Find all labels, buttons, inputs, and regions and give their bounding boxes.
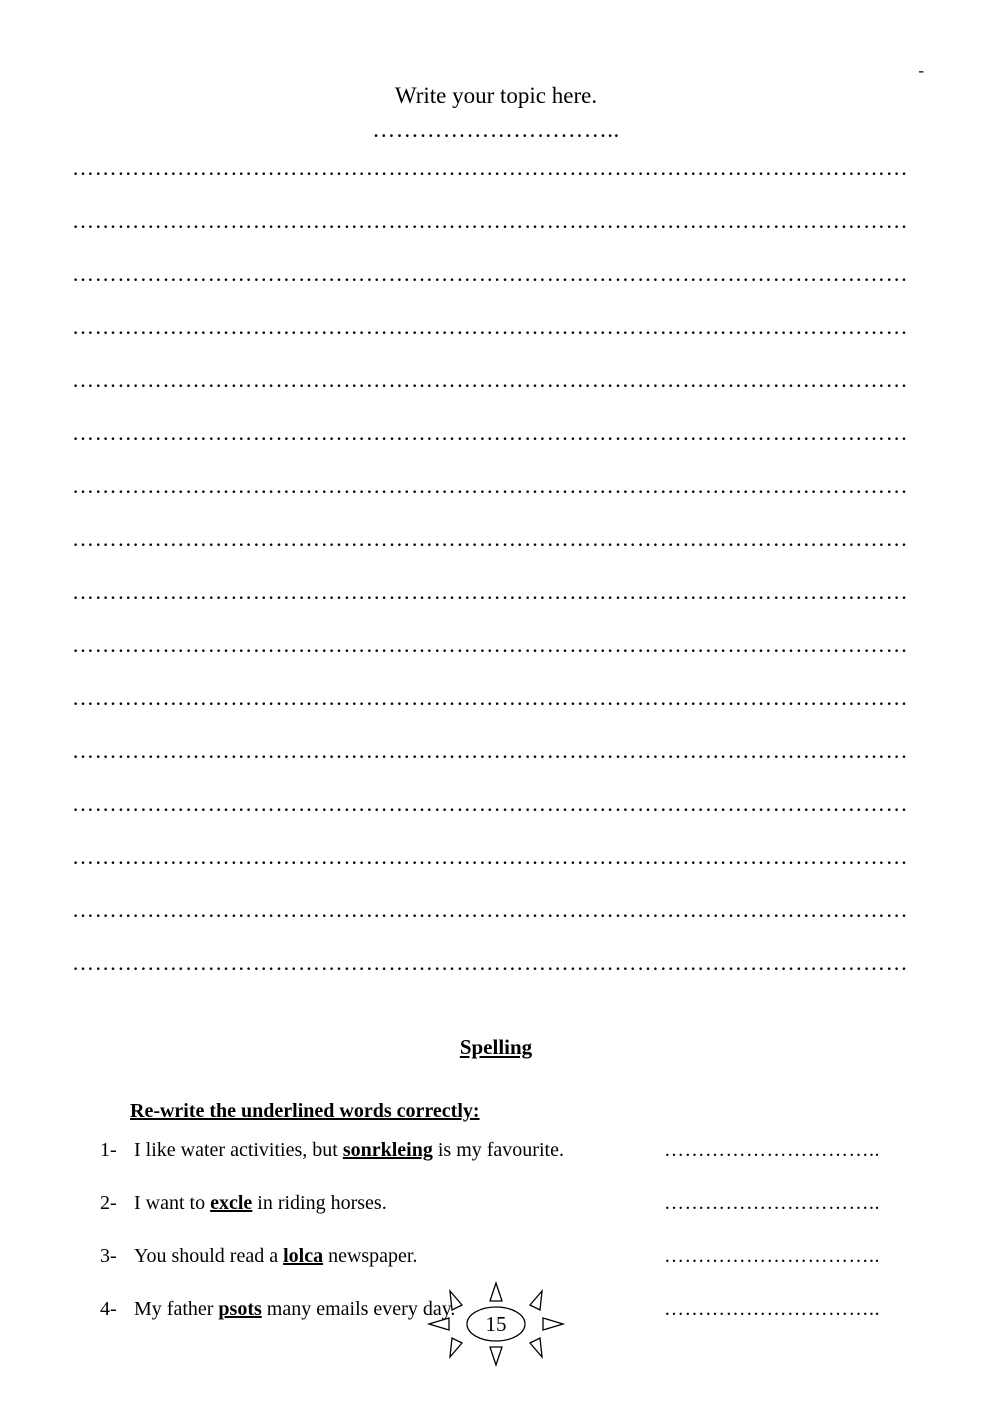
writing-line[interactable]: ………………………………………………………………………………………………… [72,899,909,923]
question-text-before: My father [134,1298,219,1321]
exercise-instruction: Re-write the underlined words correctly: [130,1100,480,1123]
writing-line[interactable]: ………………………………………………………………………………………………… [72,369,909,393]
question-number: 2- [100,1192,117,1215]
question-text-after: is my favourite. [432,1139,564,1162]
question-number: 4- [100,1298,117,1321]
writing-line[interactable]: ………………………………………………………………………………………………… [72,157,909,181]
section-heading-spelling: Spelling [459,1035,533,1060]
writing-line[interactable]: ………………………………………………………………………………………………… [72,316,909,340]
sun-decoration [421,1279,571,1369]
list-item [100,1192,992,1245]
page-number: 15 [485,1311,507,1336]
question-text-before: You should read a [134,1245,284,1268]
answer-line[interactable]: ………………………….. [664,1298,880,1321]
writing-line[interactable]: ………………………………………………………………………………………………… [72,634,909,658]
underlined-word: excle [210,1192,253,1215]
writing-line[interactable]: ………………………………………………………………………………………………… [72,846,909,870]
writing-line[interactable]: ………………………………………………………………………………………………… [72,263,909,287]
answer-line[interactable]: ………………………….. [664,1192,880,1215]
underlined-word: psots [218,1298,262,1321]
question-text-after: in riding horses. [252,1192,387,1215]
underlined-word: sonrkleing [342,1139,433,1162]
writing-line[interactable]: ………………………………………………………………………………………………… [72,528,909,552]
question-text-after: newspaper. [323,1245,418,1268]
question-number: 1- [100,1139,117,1162]
page-title: Write your topic here. [394,83,598,108]
writing-line[interactable]: ………………………………………………………………………………………………… [72,210,909,234]
question-text [134,1245,664,1268]
writing-line[interactable]: ………………………………………………………………………………………………… [72,422,909,446]
answer-line[interactable]: ………………………….. [664,1245,880,1268]
question-text-after: many emails every day. [261,1298,456,1321]
writing-line[interactable]: ………………………………………………………………………………………………… [72,740,909,764]
list-item [100,1139,992,1192]
writing-line[interactable]: ………………………………………………………………………………………………… [72,952,909,976]
writing-line[interactable]: ………………………………………………………………………………………………… [72,793,909,817]
answer-line[interactable]: ………………………….. [664,1139,880,1162]
question-text-before: I want to [134,1192,211,1215]
writing-line[interactable]: ………………………………………………………………………………………………… [72,581,909,605]
topic-answer-line[interactable]: ………………………….. [372,116,620,142]
question-number: 3- [100,1245,117,1268]
underlined-word: lolca [283,1245,324,1268]
question-text-before: I like water activities, but [134,1139,343,1162]
writing-line[interactable]: ………………………………………………………………………………………………… [72,475,909,499]
top-margin-mark: - [918,61,924,80]
writing-lines [0,157,992,1005]
page-footer [0,1279,992,1369]
question-text [134,1192,664,1215]
question-text [134,1139,664,1162]
writing-line[interactable]: ………………………………………………………………………………………………… [72,687,909,711]
